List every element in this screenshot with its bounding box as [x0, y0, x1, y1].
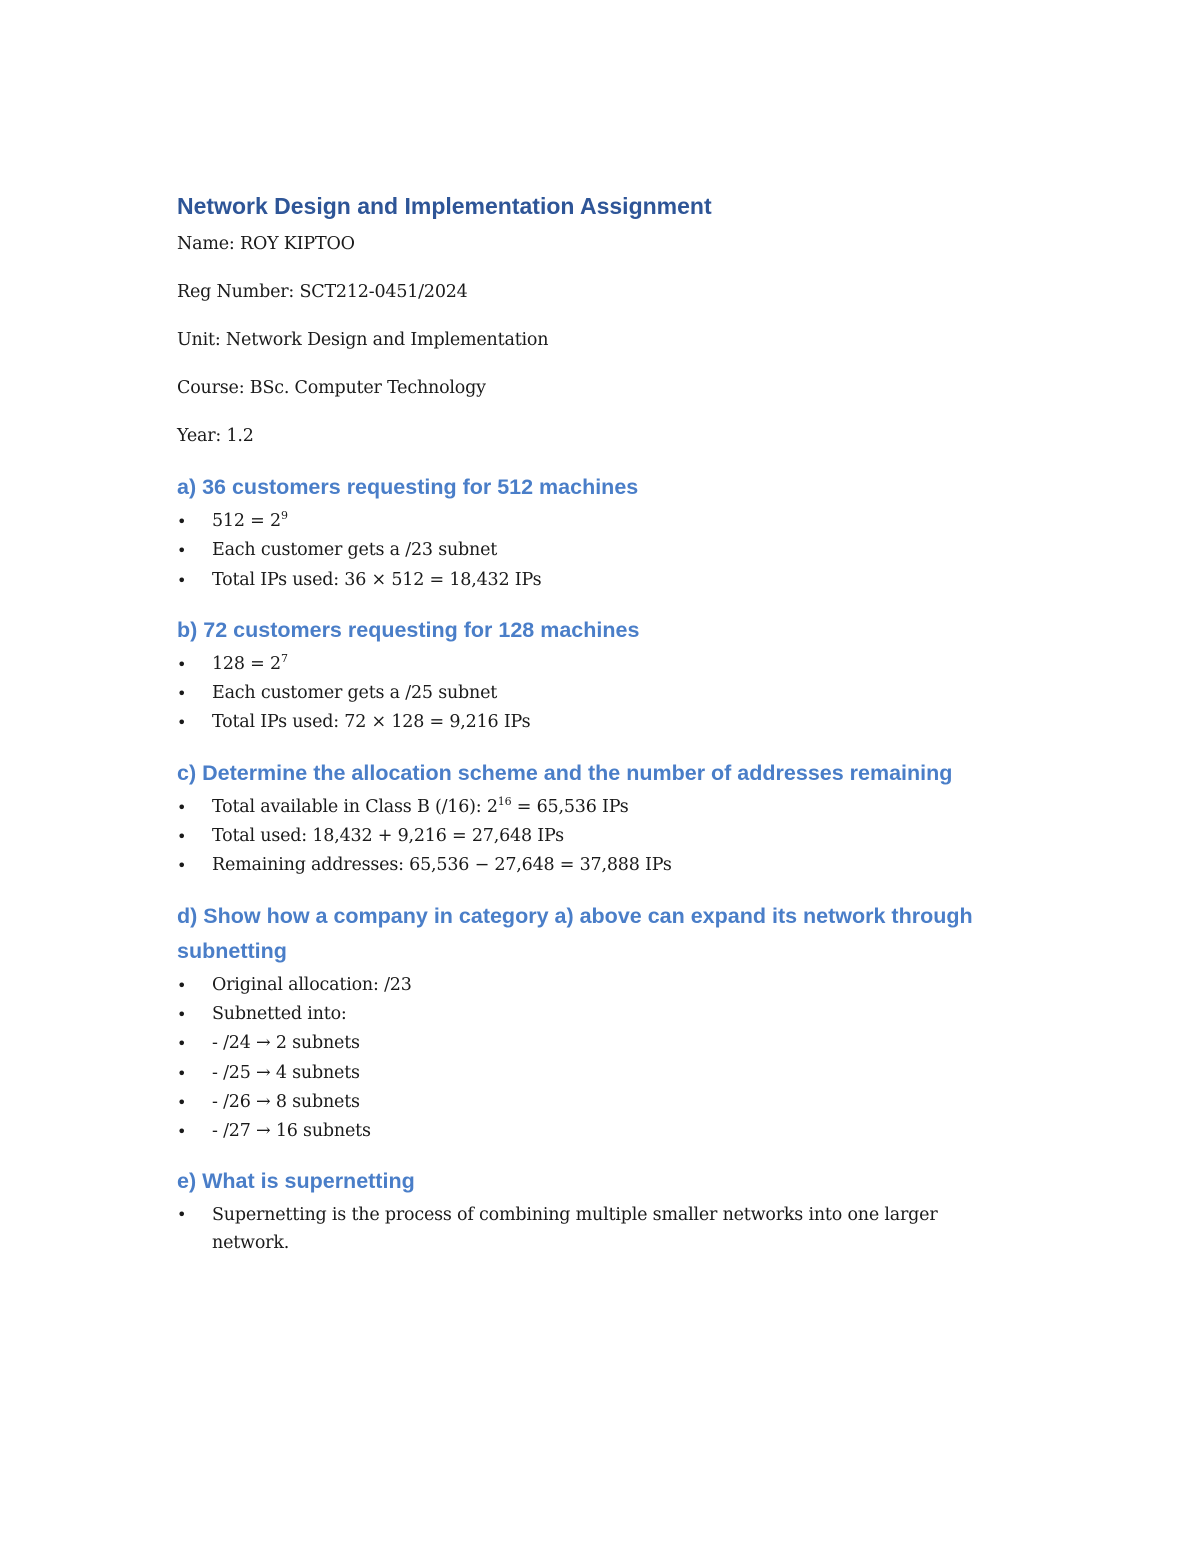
bullet-icon: •	[177, 1004, 187, 1024]
list-item	[177, 536, 1017, 565]
bullet-icon: •	[177, 713, 187, 733]
bullet-icon: •	[177, 856, 187, 876]
list-item	[177, 507, 1017, 536]
bullet-icon: •	[177, 684, 187, 704]
list-item	[177, 971, 1017, 1000]
list-item	[177, 1117, 1017, 1146]
meta-label: Course:	[177, 378, 245, 398]
list-item	[177, 1088, 1017, 1117]
list-item-text: - /27 → 16 subnets	[212, 1121, 371, 1142]
list-item	[177, 708, 1017, 737]
list-item-text: Remaining addresses: 65,536 − 27,648 = 37,888 IPs	[212, 855, 672, 876]
section-heading: c) Determine the allocation scheme and the number of addresses remaining	[177, 760, 953, 785]
meta-value: BSc. Computer Technology	[249, 378, 486, 398]
exponent: 16	[497, 794, 512, 808]
list-item-text: Each customer gets a /23 subnet	[212, 540, 498, 561]
bullet-list	[177, 971, 1017, 1147]
list-item	[177, 679, 1017, 708]
document-page	[177, 190, 1017, 1275]
bullet-icon: •	[177, 570, 187, 590]
list-item-text: Supernetting is the process of combining multiple smaller networks into one larger network.	[212, 1205, 938, 1254]
section-heading: b) 72 customers requesting for 128 machines	[177, 617, 640, 642]
meta-value: SCT212-0451/2024	[299, 282, 468, 302]
list-item	[177, 566, 1017, 595]
meta-value: Network Design and Implementation	[225, 330, 549, 350]
list-item-text: Total IPs used: 36 × 512 = 18,432 IPs	[212, 569, 542, 590]
section-heading: a) 36 customers requesting for 512 machines	[177, 475, 639, 499]
list-item-text: 512 = 2	[212, 511, 281, 531]
list-item-text: - /26 → 8 subnets	[212, 1091, 360, 1112]
list-item-text: Total IPs used: 72 × 128 = 9,216 IPs	[212, 712, 531, 733]
bullet-icon: •	[177, 1205, 187, 1225]
list-item	[177, 1201, 1017, 1257]
bullet-icon: •	[177, 1034, 187, 1054]
meta-label: Name:	[177, 234, 235, 254]
list-item	[177, 793, 1017, 822]
meta-label: Year:	[177, 426, 222, 446]
meta-unit	[177, 328, 1017, 352]
bullet-list	[177, 507, 1017, 595]
bullet-icon: •	[177, 797, 187, 817]
bullet-icon: •	[177, 654, 187, 674]
list-item	[177, 851, 1017, 880]
meta-value: ROY KIPTOO	[239, 234, 355, 254]
bullet-list	[177, 650, 1017, 738]
bullet-icon: •	[177, 1122, 187, 1142]
list-item	[177, 1000, 1017, 1029]
meta-course	[177, 376, 1017, 400]
list-item-text: Total used: 18,432 + 9,216 = 27,648 IPs	[212, 826, 564, 847]
bullet-icon: •	[177, 827, 187, 847]
list-item-text: Total available in Class B (/16): 2	[212, 796, 498, 817]
exponent: 7	[280, 652, 288, 666]
list-item-text: Subnetted into:	[212, 1003, 347, 1024]
meta-reg-number	[177, 280, 1017, 304]
bullet-icon: •	[177, 512, 187, 531]
exponent: 9	[280, 509, 288, 523]
meta-label: Unit:	[177, 330, 221, 350]
list-item	[177, 1059, 1017, 1088]
section-heading: e) What is supernetting	[177, 1169, 415, 1194]
section-heading: d) Show how a company in category a) above can expand its network through subnetting	[177, 903, 973, 963]
list-item-text: - /25 → 4 subnets	[212, 1062, 360, 1083]
list-item	[177, 822, 1017, 851]
bullet-list	[177, 1201, 1017, 1257]
bullet-icon: •	[177, 541, 187, 561]
bullet-list	[177, 793, 1017, 881]
list-item	[177, 1029, 1017, 1058]
bullet-icon: •	[177, 1092, 187, 1112]
list-item-text: - /24 → 2 subnets	[212, 1033, 360, 1054]
list-item-text: 128 = 2	[212, 653, 281, 674]
list-item-text: Each customer gets a /25 subnet	[212, 683, 498, 704]
sections-container	[177, 470, 1017, 1257]
document-title: Network Design and Implementation Assignment	[177, 193, 712, 219]
bullet-icon: •	[177, 1063, 187, 1083]
meta-year	[177, 424, 1017, 448]
meta-value: 1.2	[226, 426, 254, 446]
bullet-icon: •	[177, 975, 187, 995]
list-item-text-suffix: = 65,536 IPs	[511, 796, 629, 817]
meta-name	[177, 232, 1017, 256]
list-item	[177, 650, 1017, 679]
meta-label: Reg Number:	[177, 282, 295, 302]
list-item-text: Original allocation: /23	[212, 974, 412, 995]
